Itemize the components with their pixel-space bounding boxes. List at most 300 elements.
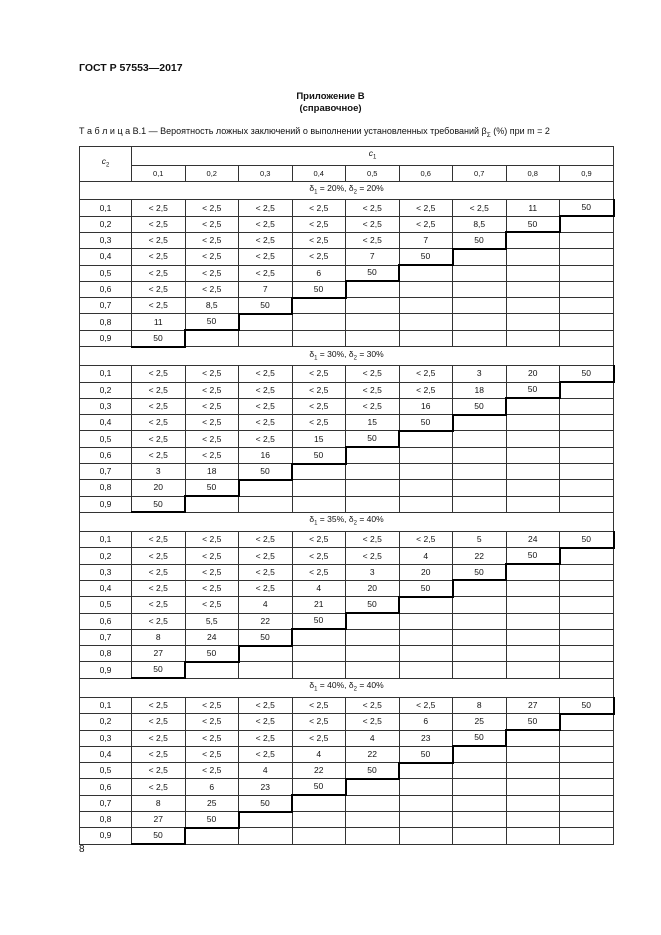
table-cell <box>560 662 614 678</box>
table-row <box>80 662 614 678</box>
row-header-symbol: c <box>101 156 106 166</box>
table-cell: 27 <box>506 697 560 713</box>
row-c2-value: 0,6 <box>80 779 132 795</box>
table-cell: < 2,5 <box>185 447 239 463</box>
table-cell: 50 <box>239 795 293 811</box>
table-cell: < 2,5 <box>239 216 293 232</box>
table-row <box>80 812 614 828</box>
table-cell: < 2,5 <box>132 447 186 463</box>
table-cell: 16 <box>239 447 293 463</box>
row-c2-value: 0,1 <box>80 532 132 548</box>
row-c2-value: 0,3 <box>80 730 132 746</box>
table-cell: < 2,5 <box>292 398 346 414</box>
row-c2-value: 0,2 <box>80 382 132 398</box>
table-cell <box>453 629 507 645</box>
table-cell: < 2,5 <box>346 532 400 548</box>
table-cell: < 2,5 <box>132 564 186 580</box>
table-row <box>80 779 614 795</box>
table-cell <box>346 828 400 844</box>
delta2-symbol: δ <box>348 514 354 525</box>
row-c2-value: 0,5 <box>80 265 132 281</box>
table-cell: < 2,5 <box>185 548 239 564</box>
table-cell <box>453 597 507 613</box>
table-cell <box>346 662 400 678</box>
table-cell <box>185 330 239 346</box>
row-c2-value: 0,9 <box>80 330 132 346</box>
delta1-eq: = <box>317 182 328 193</box>
table-cell: 20 <box>506 366 560 382</box>
table-row <box>80 200 614 216</box>
delta1-subscript: 1 <box>314 686 318 693</box>
group-header-row <box>80 181 614 200</box>
table-cell <box>292 662 346 678</box>
table-cell: < 2,5 <box>185 232 239 248</box>
table-cell: 4 <box>292 746 346 762</box>
appendix-subtitle: (справочное) <box>299 103 362 114</box>
caption-suffix: (%) при m = 2 <box>490 126 550 136</box>
table-cell: < 2,5 <box>185 398 239 414</box>
table-row <box>80 330 614 346</box>
table-cell <box>453 415 507 431</box>
delta2-subscript: 2 <box>353 521 357 528</box>
table-cell: 24 <box>506 532 560 548</box>
delta2-symbol: δ <box>348 348 354 359</box>
group-header <box>80 512 614 531</box>
table-cell: < 2,5 <box>132 532 186 548</box>
table-cell <box>399 298 453 314</box>
row-c2-value: 0,4 <box>80 580 132 596</box>
table-cell <box>239 314 293 330</box>
row-c2-value: 0,8 <box>80 646 132 662</box>
table-cell <box>346 812 400 828</box>
table-cell <box>453 496 507 512</box>
row-c2-value: 0,1 <box>80 697 132 713</box>
table-cell <box>560 431 614 447</box>
table-cell: < 2,5 <box>132 281 186 297</box>
delta2-eq: = <box>356 182 367 193</box>
table-cell: 22 <box>292 763 346 779</box>
table-cell: 50 <box>132 662 186 678</box>
table-cell: 50 <box>560 366 614 382</box>
table-cell <box>239 496 293 512</box>
table-cell: < 2,5 <box>185 249 239 265</box>
table-cell: < 2,5 <box>346 200 400 216</box>
table-cell <box>506 398 560 414</box>
delta1-value: 35% <box>327 514 345 525</box>
table-cell: < 2,5 <box>239 232 293 248</box>
table-cell: 3 <box>453 366 507 382</box>
row-c2-value: 0,3 <box>80 232 132 248</box>
table-cell: 50 <box>185 480 239 496</box>
table-cell: 7 <box>239 281 293 297</box>
table-cell: 50 <box>132 828 186 844</box>
delta2-symbol: δ <box>348 680 354 691</box>
table-cell: < 2,5 <box>399 532 453 548</box>
table-cell <box>453 795 507 811</box>
table-cell <box>560 464 614 480</box>
table-cell: < 2,5 <box>132 200 186 216</box>
table-cell: < 2,5 <box>132 548 186 564</box>
table-cell <box>560 398 614 414</box>
group-header <box>80 678 614 697</box>
table-cell: < 2,5 <box>185 714 239 730</box>
table-cell <box>560 480 614 496</box>
column-header-value: 0,5 <box>346 165 400 181</box>
table-cell <box>239 828 293 844</box>
table-cell <box>560 629 614 645</box>
table-cell <box>399 314 453 330</box>
table-cell: < 2,5 <box>399 382 453 398</box>
table-cell <box>453 580 507 596</box>
table-cell <box>399 597 453 613</box>
delta-separator: , <box>344 182 349 193</box>
table-cell: < 2,5 <box>132 415 186 431</box>
table-row <box>80 730 614 746</box>
table-cell: 11 <box>132 314 186 330</box>
table-cell: 50 <box>292 613 346 629</box>
table-cell <box>346 779 400 795</box>
table-cell: < 2,5 <box>185 366 239 382</box>
table-cell <box>292 812 346 828</box>
table-cell: < 2,5 <box>239 431 293 447</box>
table-cell: < 2,5 <box>239 249 293 265</box>
table-row <box>80 447 614 463</box>
delta2-eq: = <box>356 348 367 359</box>
delta1-eq: = <box>317 348 328 359</box>
table-cell <box>560 232 614 248</box>
table-cell: < 2,5 <box>185 597 239 613</box>
delta1-value: 30% <box>327 348 345 359</box>
table-cell <box>506 746 560 762</box>
table-cell <box>399 281 453 297</box>
table-cell <box>453 763 507 779</box>
table-cell: < 2,5 <box>185 763 239 779</box>
table-cell: 24 <box>185 629 239 645</box>
group-header-row <box>80 678 614 697</box>
table-row <box>80 597 614 613</box>
probability-table <box>79 146 615 845</box>
delta2-eq: = <box>356 514 367 525</box>
table-cell <box>453 613 507 629</box>
table-cell <box>506 298 560 314</box>
table-cell <box>560 746 614 762</box>
table-cell: 50 <box>239 298 293 314</box>
table-cell: < 2,5 <box>132 580 186 596</box>
table-row <box>80 415 614 431</box>
table-cell <box>399 646 453 662</box>
table-cell: < 2,5 <box>185 431 239 447</box>
delta2-symbol: δ <box>348 182 354 193</box>
table-cell <box>453 480 507 496</box>
table-cell: < 2,5 <box>185 564 239 580</box>
table-cell: 4 <box>399 548 453 564</box>
table-cell: 50 <box>239 464 293 480</box>
table-cell: < 2,5 <box>399 200 453 216</box>
table-cell <box>453 265 507 281</box>
table-cell <box>399 629 453 645</box>
delta1-value: 20% <box>327 182 345 193</box>
table-cell <box>346 314 400 330</box>
table-cell <box>560 298 614 314</box>
row-c2-value: 0,6 <box>80 613 132 629</box>
appendix-heading <box>0 91 661 115</box>
table-cell <box>506 330 560 346</box>
table-cell: 50 <box>560 532 614 548</box>
table-cell: 50 <box>346 763 400 779</box>
table-cell <box>560 281 614 297</box>
table-cell: 50 <box>292 281 346 297</box>
table-cell <box>506 281 560 297</box>
table-cell: < 2,5 <box>346 697 400 713</box>
table-cell: 18 <box>453 382 507 398</box>
row-c2-value: 0,3 <box>80 564 132 580</box>
table-row <box>80 714 614 730</box>
table-cell: 50 <box>185 314 239 330</box>
table-cell <box>506 580 560 596</box>
table-cell: < 2,5 <box>292 730 346 746</box>
column-header-value: 0,9 <box>560 165 614 181</box>
table-cell: 11 <box>506 200 560 216</box>
table-cell <box>560 382 614 398</box>
table-cell: 3 <box>346 564 400 580</box>
table-cell: < 2,5 <box>185 265 239 281</box>
table-cell: 50 <box>453 564 507 580</box>
table-cell: < 2,5 <box>292 249 346 265</box>
table-cell <box>506 597 560 613</box>
table-cell: 16 <box>399 398 453 414</box>
table-cell: 23 <box>239 779 293 795</box>
table-cell <box>506 795 560 811</box>
table-cell <box>239 480 293 496</box>
table-cell <box>346 629 400 645</box>
table-cell <box>560 216 614 232</box>
row-c2-value: 0,5 <box>80 597 132 613</box>
row-c2-value: 0,6 <box>80 281 132 297</box>
table-cell: 7 <box>346 249 400 265</box>
table-cell: < 2,5 <box>239 697 293 713</box>
table-cell <box>292 646 346 662</box>
table-cell: 50 <box>506 382 560 398</box>
row-c2-value: 0,7 <box>80 464 132 480</box>
table-cell: < 2,5 <box>132 613 186 629</box>
table-row <box>80 629 614 645</box>
row-c2-value: 0,9 <box>80 828 132 844</box>
table-cell <box>292 795 346 811</box>
row-c2-value: 0,5 <box>80 763 132 779</box>
table-cell <box>560 828 614 844</box>
table-cell <box>346 281 400 297</box>
table-cell <box>453 812 507 828</box>
table-cell: < 2,5 <box>292 548 346 564</box>
table-row <box>80 366 614 382</box>
table-cell: 50 <box>185 646 239 662</box>
table-cell <box>506 496 560 512</box>
table-row <box>80 382 614 398</box>
table-cell <box>560 730 614 746</box>
table-cell: < 2,5 <box>132 232 186 248</box>
table-cell <box>292 828 346 844</box>
table-cell <box>506 779 560 795</box>
table-cell: 50 <box>292 447 346 463</box>
table-cell: < 2,5 <box>239 532 293 548</box>
delta1-eq: = <box>317 514 328 525</box>
table-cell: 20 <box>132 480 186 496</box>
table-cell: 50 <box>132 330 186 346</box>
table-cell: 8,5 <box>185 298 239 314</box>
table-cell: < 2,5 <box>239 548 293 564</box>
table-cell: 50 <box>453 730 507 746</box>
table-row <box>80 480 614 496</box>
table-cell: < 2,5 <box>292 697 346 713</box>
table-cell <box>346 447 400 463</box>
delta1-subscript: 1 <box>314 189 318 196</box>
table-cell <box>453 298 507 314</box>
column-header-value: 0,8 <box>506 165 560 181</box>
table-row <box>80 464 614 480</box>
table-cell <box>506 662 560 678</box>
table-cell <box>560 330 614 346</box>
table-cell: < 2,5 <box>132 398 186 414</box>
table-cell <box>453 431 507 447</box>
table-cell <box>399 330 453 346</box>
table-cell: 50 <box>399 249 453 265</box>
table-cell: < 2,5 <box>132 779 186 795</box>
table-cell <box>506 564 560 580</box>
table-cell: 3 <box>132 464 186 480</box>
table-cell: 20 <box>399 564 453 580</box>
table-row <box>80 232 614 248</box>
table-cell: < 2,5 <box>239 564 293 580</box>
table-cell: < 2,5 <box>132 746 186 762</box>
table-cell <box>560 314 614 330</box>
delta2-subscript: 2 <box>353 189 357 196</box>
table-row <box>80 216 614 232</box>
table-cell <box>346 496 400 512</box>
table-cell <box>506 730 560 746</box>
table-cell: < 2,5 <box>239 415 293 431</box>
table-row <box>80 265 614 281</box>
table-cell: 27 <box>132 812 186 828</box>
table-cell: < 2,5 <box>292 532 346 548</box>
table-cell <box>560 580 614 596</box>
delta2-subscript: 2 <box>353 686 357 693</box>
table-cell: 18 <box>185 464 239 480</box>
row-c2-value: 0,5 <box>80 431 132 447</box>
table-row <box>80 646 614 662</box>
table-cell: < 2,5 <box>185 415 239 431</box>
table-cell <box>453 779 507 795</box>
table-cell: 6 <box>185 779 239 795</box>
delta2-value: 40% <box>366 514 384 525</box>
row-c2-value: 0,7 <box>80 795 132 811</box>
table-cell: 15 <box>346 415 400 431</box>
table-cell: 50 <box>185 812 239 828</box>
table-cell <box>506 447 560 463</box>
table-cell: < 2,5 <box>185 746 239 762</box>
table-cell: 4 <box>292 580 346 596</box>
table-cell <box>506 314 560 330</box>
row-c2-value: 0,4 <box>80 415 132 431</box>
table-cell: 8,5 <box>453 216 507 232</box>
table-row <box>80 828 614 844</box>
table-cell: 50 <box>399 415 453 431</box>
table-cell: < 2,5 <box>132 697 186 713</box>
table-cell <box>453 330 507 346</box>
table-row <box>80 697 614 713</box>
table-cell: < 2,5 <box>239 580 293 596</box>
table-cell <box>399 265 453 281</box>
column-header-value: 0,2 <box>185 165 239 181</box>
table-cell <box>346 298 400 314</box>
table-cell: 8 <box>132 629 186 645</box>
table-cell: < 2,5 <box>132 597 186 613</box>
column-header-value: 0,3 <box>239 165 293 181</box>
table-cell <box>453 314 507 330</box>
table-cell: < 2,5 <box>185 580 239 596</box>
table-cell <box>239 330 293 346</box>
table-cell: 50 <box>453 232 507 248</box>
table-cell: < 2,5 <box>132 730 186 746</box>
table-cell <box>292 464 346 480</box>
table-cell: 20 <box>346 580 400 596</box>
table-cell: < 2,5 <box>292 415 346 431</box>
delta2-value: 30% <box>366 348 384 359</box>
table-cell: < 2,5 <box>453 200 507 216</box>
table-cell: 25 <box>453 714 507 730</box>
table-cell: 4 <box>239 763 293 779</box>
table-cell <box>185 496 239 512</box>
column-header-value: 0,1 <box>132 165 186 181</box>
table-cell <box>560 265 614 281</box>
table-cell: 50 <box>346 597 400 613</box>
table-cell: < 2,5 <box>239 398 293 414</box>
table-cell <box>560 249 614 265</box>
delta2-value: 40% <box>366 680 384 691</box>
table-row <box>80 580 614 596</box>
table-cell <box>399 763 453 779</box>
table-cell: < 2,5 <box>292 382 346 398</box>
table-cell: < 2,5 <box>346 232 400 248</box>
table-cell <box>292 314 346 330</box>
table-row <box>80 795 614 811</box>
table-cell <box>453 646 507 662</box>
table-cell <box>399 812 453 828</box>
table-cell <box>292 330 346 346</box>
table-row <box>80 398 614 414</box>
table-cell: < 2,5 <box>292 232 346 248</box>
delta1-eq: = <box>317 680 328 691</box>
table-cell <box>399 779 453 795</box>
table-cell: < 2,5 <box>346 382 400 398</box>
table-cell: < 2,5 <box>239 714 293 730</box>
table-cell: 15 <box>292 431 346 447</box>
caption-prefix: Т а б л и ц а В.1 — Вероятность ложных заключений о выполнении установленных требований β <box>79 126 487 136</box>
table-cell: 21 <box>292 597 346 613</box>
table-cell: < 2,5 <box>185 730 239 746</box>
table-cell <box>453 746 507 762</box>
table-cell: < 2,5 <box>185 216 239 232</box>
table-row <box>80 564 614 580</box>
row-c2-value: 0,2 <box>80 714 132 730</box>
group-header-row <box>80 347 614 366</box>
table-cell: < 2,5 <box>346 398 400 414</box>
table-cell: 50 <box>292 779 346 795</box>
row-c2-value: 0,9 <box>80 662 132 678</box>
table-cell: 27 <box>132 646 186 662</box>
table-cell: 50 <box>399 580 453 596</box>
table-cell <box>506 265 560 281</box>
delta1-subscript: 1 <box>314 521 318 528</box>
